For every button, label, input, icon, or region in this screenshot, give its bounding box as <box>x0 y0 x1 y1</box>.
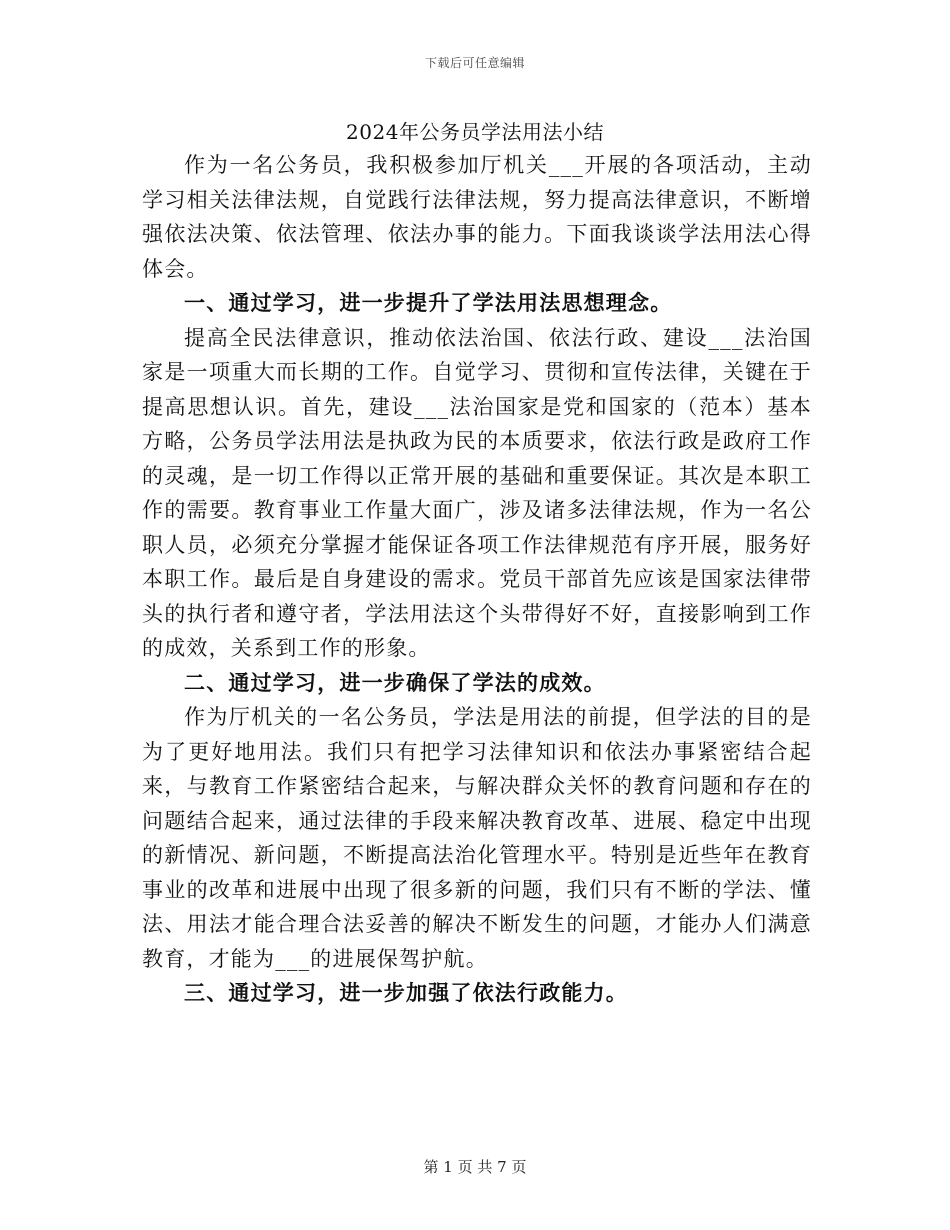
document-body <box>142 148 812 1011</box>
section-2-paragraph: 作为厅机关的一名公务员，学法是用法的前提，但学法的目的是为了更好地用法。我们只有把学习法律知识和依法办事紧密结合起来，与教育工作紧密结合起来，与解决群众关怀的教育问题和存在的问题结合起来，通过法律的手段来解决教育改革、进展、稳定中出现的新情况、新问题，不断提高法治化管理水平。特别是近些年在教育事业的改革和进展中出现了很多新的问题，我们只有不断的学法、懂法、用法才能合理合法妥善的解决不断发生的问题，才能办人们满意教育，才能为___的进展保驾护航。 <box>142 705 812 971</box>
intro-paragraph: 作为一名公务员，我积极参加厅机关___开展的各项活动，主动学习相关法律法规，自觉践行法律法规，努力提高法律意识，不断增强依法决策、依法管理、依法办事的能力。下面我谈谈学法用法心得体会。 <box>142 153 812 281</box>
header-note: 下载后可任意编辑 <box>424 56 525 70</box>
document-title: 2024年公务员学法用法小结 <box>346 120 604 144</box>
section-heading-1: 一、通过学习，进一步提升了学法用法思想理念。 <box>184 290 673 315</box>
section-heading-3: 三、通过学习，进一步加强了依法行政能力。 <box>184 980 628 1005</box>
page-number: 第 1 页 共 7 页 <box>423 1158 527 1176</box>
section-heading-2: 二、通过学习，进一步确保了学法的成效。 <box>184 669 606 695</box>
section-1-paragraph: 提高全民法律意识，推动依法治国、依法行政、建设___法治国家是一项重大而长期的工作。自觉学习、贯彻和宣传法律，关键在于提高思想认识。首先，建设___法治国家是党和国家的（范本）基本方略，公务员学法用法是执政为民的本质要求，依法行政是政府工作的灵魂，是一切工作得以正常开展的基础和重要保证。其次是本职工作的需要。教育事业工作量大面广，涉及诸多法律法规，作为一名公职人员，必须充分掌握才能保证各项工作法律规范有序开展，服务好本职工作。最后是自身建设的需求。党员干部首先应该是国家法律带头的执行者和遵守者，学法用法这个头带得好不好，直接影响到工作的成效，关系到工作的形象。 <box>142 325 812 660</box>
